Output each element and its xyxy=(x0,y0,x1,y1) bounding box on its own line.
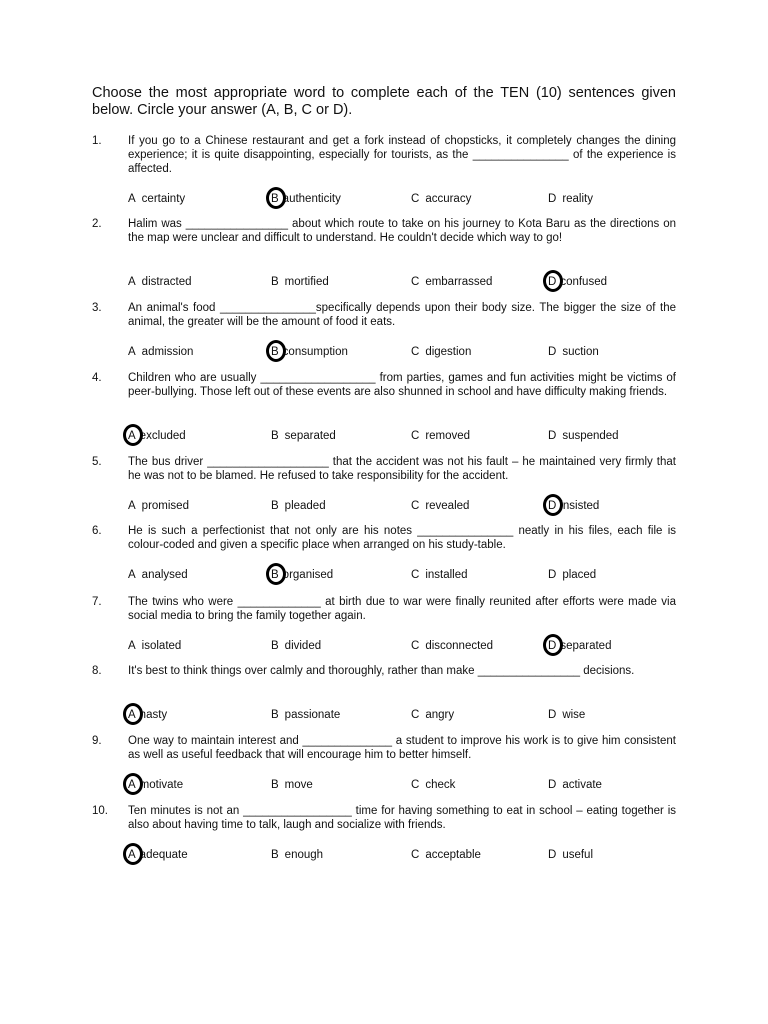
question-number: 7. xyxy=(92,596,102,608)
option-letter: C xyxy=(411,346,420,358)
option-d[interactable] xyxy=(548,707,585,723)
answer-options xyxy=(0,274,768,294)
option-word: motivate xyxy=(139,779,184,791)
option-word: acceptable xyxy=(425,849,481,861)
option-b[interactable] xyxy=(271,567,333,583)
option-letter: A xyxy=(128,709,136,721)
question-text: One way to maintain interest and ______________ a student to improve his work is to give him consistent as well as useful feedback that will encourage him to better himself. xyxy=(128,735,676,761)
option-word: disconnected xyxy=(425,640,494,652)
option-letter: D xyxy=(548,709,557,721)
instructions: Choose the most appropriate word to complete each of the TEN (10) sentences given below. Circle your answer (A, B, C or D). xyxy=(92,85,676,118)
option-letter: C xyxy=(411,193,420,205)
option-letter: D xyxy=(548,779,557,791)
option-letter: D xyxy=(548,276,557,288)
option-letter: C xyxy=(411,849,420,861)
option-word: organised xyxy=(282,569,334,581)
option-word: accuracy xyxy=(425,193,472,205)
option-letter: A xyxy=(128,849,136,861)
option-word: authenticity xyxy=(282,193,341,205)
answer-options xyxy=(0,344,768,364)
option-word: hasty xyxy=(139,709,168,721)
answer-options xyxy=(0,777,768,797)
option-word: consumption xyxy=(282,346,348,358)
option-b[interactable] xyxy=(271,274,329,290)
option-word: isolated xyxy=(141,640,182,652)
option-letter: B xyxy=(271,276,279,288)
option-word: promised xyxy=(141,500,189,512)
option-letter: B xyxy=(271,709,279,721)
question-number: 10. xyxy=(92,805,108,817)
option-a[interactable] xyxy=(128,344,193,360)
option-c[interactable] xyxy=(411,274,492,290)
option-d[interactable] xyxy=(548,191,593,207)
option-letter: B xyxy=(271,346,279,358)
option-letter: C xyxy=(411,569,420,581)
question-number: 8. xyxy=(92,665,102,677)
option-letter: B xyxy=(271,779,279,791)
option-letter: C xyxy=(411,276,420,288)
question-number: 3. xyxy=(92,302,102,314)
option-word: embarrassed xyxy=(425,276,493,288)
option-c[interactable] xyxy=(411,777,455,793)
option-letter: C xyxy=(411,640,420,652)
question-text: Children who are usually __________________ from parties, games and fun activities might be victims of peer-bullying. Those left out of these events are also shunned in school and have difficulty making friends. xyxy=(128,372,676,398)
option-word: placed xyxy=(562,569,597,581)
option-letter: C xyxy=(411,430,420,442)
option-a[interactable] xyxy=(128,191,185,207)
question-text: The twins who were _____________ at birth due to war were finally reunited after efforts were made via social media to bring the family together again. xyxy=(128,596,676,622)
option-letter: D xyxy=(548,849,557,861)
option-b[interactable] xyxy=(271,498,326,514)
option-letter: A xyxy=(128,346,136,358)
circled-letter xyxy=(128,847,136,863)
option-d[interactable] xyxy=(548,498,599,514)
question-text: It's best to think things over calmly and thoroughly, rather than make ________________ decisions. xyxy=(128,665,635,677)
option-word: activate xyxy=(562,779,602,791)
option-a[interactable] xyxy=(128,274,192,290)
option-letter: A xyxy=(128,430,136,442)
question-number: 2. xyxy=(92,218,102,230)
option-letter: A xyxy=(128,276,136,288)
option-a[interactable] xyxy=(128,777,183,793)
option-word: suction xyxy=(562,346,599,358)
option-letter: A xyxy=(128,640,136,652)
option-a[interactable] xyxy=(128,567,188,583)
circled-letter xyxy=(128,707,136,723)
option-c[interactable] xyxy=(411,428,470,444)
question-number: 6. xyxy=(92,525,102,537)
option-word: divided xyxy=(284,640,322,652)
circled-letter xyxy=(271,191,279,207)
option-word: digestion xyxy=(425,346,472,358)
question-number: 9. xyxy=(92,735,102,747)
question-text: An animal's food _______________specifically depends upon their body size. The bigger the size of the animal, the greater will be the amount of food it eats. xyxy=(128,302,676,328)
option-c[interactable] xyxy=(411,567,468,583)
question-text: Ten minutes is not an _________________ time for having something to eat in school – eating together is also about having time to talk, laugh and socialize with friends. xyxy=(128,805,676,831)
option-word: separated xyxy=(284,430,336,442)
option-c[interactable] xyxy=(411,638,493,654)
option-word: mortified xyxy=(284,276,329,288)
option-d[interactable] xyxy=(548,344,599,360)
answer-options xyxy=(0,707,768,727)
option-letter: B xyxy=(271,430,279,442)
option-letter: B xyxy=(271,569,279,581)
question-number: 4. xyxy=(92,372,102,384)
option-a[interactable] xyxy=(128,707,167,723)
option-d[interactable] xyxy=(548,638,611,654)
question-text: The bus driver ___________________ that the accident was not his fault – he maintained very firmly that he was not to be blamed. He refused to take responsibility for the accident. xyxy=(128,456,676,482)
option-word: revealed xyxy=(425,500,470,512)
option-a[interactable] xyxy=(128,638,181,654)
option-word: removed xyxy=(425,430,471,442)
question-text: Halim was ________________ about which route to take on his journey to Kota Baru as the directions on the map were unclear and difficult to understand. He couldn't decide which way to go! xyxy=(128,218,676,244)
option-letter: D xyxy=(548,430,557,442)
option-d[interactable] xyxy=(548,428,619,444)
option-d[interactable] xyxy=(548,567,596,583)
question-text: He is such a perfectionist that not only are his notes _______________ neatly in his files, each file is colour-coded and given a specific place when arranged on his study-table. xyxy=(128,525,676,551)
option-word: certainty xyxy=(141,193,186,205)
option-a[interactable] xyxy=(128,428,186,444)
option-b[interactable] xyxy=(271,777,313,793)
circled-letter xyxy=(128,777,136,793)
option-d[interactable] xyxy=(548,847,593,863)
option-letter: A xyxy=(128,779,136,791)
answer-options xyxy=(0,498,768,518)
option-word: reality xyxy=(562,193,593,205)
option-b[interactable] xyxy=(271,191,341,207)
option-letter: C xyxy=(411,779,420,791)
option-word: wise xyxy=(562,709,586,721)
answer-options xyxy=(0,638,768,658)
option-letter: B xyxy=(271,849,279,861)
answer-options xyxy=(0,191,768,211)
option-word: angry xyxy=(425,709,455,721)
circled-letter xyxy=(548,498,556,514)
option-b[interactable] xyxy=(271,847,323,863)
option-a[interactable] xyxy=(128,498,189,514)
option-word: distracted xyxy=(141,276,192,288)
option-b[interactable] xyxy=(271,707,340,723)
option-letter: D xyxy=(548,193,557,205)
option-b[interactable] xyxy=(271,638,321,654)
option-c[interactable] xyxy=(411,191,471,207)
option-word: passionate xyxy=(284,709,341,721)
answer-options xyxy=(0,567,768,587)
question-number: 5. xyxy=(92,456,102,468)
option-word: analysed xyxy=(141,569,188,581)
option-letter: A xyxy=(128,500,136,512)
circled-letter xyxy=(128,428,136,444)
option-c[interactable] xyxy=(411,498,469,514)
option-word: confused xyxy=(560,276,607,288)
option-word: useful xyxy=(562,849,593,861)
option-letter: D xyxy=(548,640,557,652)
answer-options xyxy=(0,428,768,448)
option-letter: C xyxy=(411,500,420,512)
option-letter: A xyxy=(128,569,136,581)
option-letter: A xyxy=(128,193,136,205)
option-word: check xyxy=(425,779,456,791)
option-word: move xyxy=(284,779,313,791)
circled-letter xyxy=(271,567,279,583)
circled-letter xyxy=(271,344,279,360)
question-text: If you go to a Chinese restaurant and get a fork instead of chopsticks, it completely changes the dining experience; it is quite disappointing, especially for tourists, as the _______________ of the experience is affected. xyxy=(128,135,676,175)
option-letter: D xyxy=(548,569,557,581)
circled-letter xyxy=(548,638,556,654)
option-word: admission xyxy=(141,346,194,358)
circled-letter xyxy=(548,274,556,290)
option-word: installed xyxy=(425,569,468,581)
option-b[interactable] xyxy=(271,344,348,360)
option-word: excluded xyxy=(139,430,186,442)
option-letter: B xyxy=(271,500,279,512)
option-c[interactable] xyxy=(411,344,471,360)
option-letter: C xyxy=(411,709,420,721)
option-word: enough xyxy=(284,849,324,861)
option-word: pleaded xyxy=(284,500,326,512)
option-d[interactable] xyxy=(548,777,602,793)
option-letter: D xyxy=(548,346,557,358)
option-word: adequate xyxy=(139,849,188,861)
option-word: separated xyxy=(560,640,612,652)
option-letter: D xyxy=(548,500,557,512)
option-c[interactable] xyxy=(411,847,481,863)
option-letter: B xyxy=(271,640,279,652)
option-letter: B xyxy=(271,193,279,205)
option-b[interactable] xyxy=(271,428,336,444)
question-number: 1. xyxy=(92,135,102,147)
option-word: suspended xyxy=(562,430,619,442)
option-c[interactable] xyxy=(411,707,454,723)
option-d[interactable] xyxy=(548,274,607,290)
answer-options xyxy=(0,847,768,867)
option-word: insisted xyxy=(560,500,600,512)
option-a[interactable] xyxy=(128,847,188,863)
